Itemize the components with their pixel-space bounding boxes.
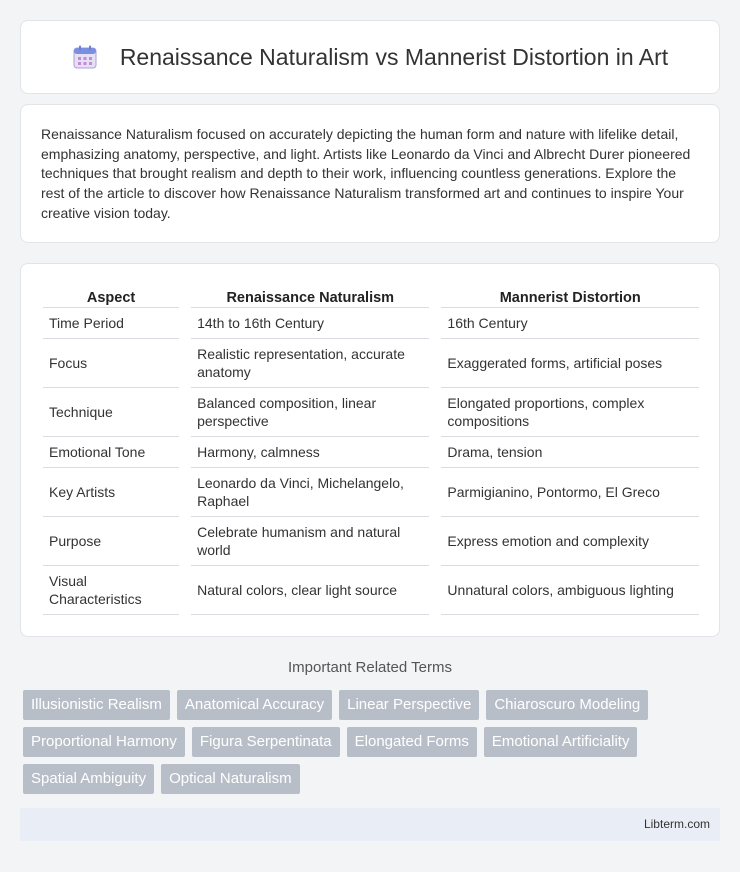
table-cell: Harmony, calmness: [191, 437, 429, 468]
table-cell: Emotional Tone: [43, 437, 179, 468]
related-terms-heading: Important Related Terms: [288, 659, 452, 676]
related-term-tag[interactable]: Proportional Harmony: [23, 727, 185, 757]
table-cell: Express emotion and complexity: [441, 517, 699, 566]
related-term-tag[interactable]: Illusionistic Realism: [23, 690, 170, 720]
table-cell: Balanced composition, linear perspective: [191, 388, 429, 437]
column-header: Aspect: [43, 284, 179, 308]
table-cell: Unnatural colors, ambiguous lighting: [441, 566, 699, 615]
table-cell: Celebrate humanism and natural world: [191, 517, 429, 566]
table-row: [43, 437, 699, 468]
calendar-icon: [72, 44, 98, 70]
table-cell: Drama, tension: [441, 437, 699, 468]
intro-paragraph: Renaissance Naturalism focused on accurately depicting the human form and nature with lifelike detail, emphasizing anatomy, perspective, and light. Artists like Leonardo da Vinci and Albrecht Durer pioneered techniques that brought realism and depth to their work, influencing countless generations. Explore the rest of the article to discover how Renaissance Naturalism transformed art and continues to inspire Your creative vision today.: [41, 126, 691, 221]
comparison-table: [43, 284, 699, 615]
table-row: [43, 339, 699, 388]
table-cell: Natural colors, clear light source: [191, 566, 429, 615]
comparison-table-card: [20, 263, 720, 637]
related-term-tag[interactable]: Elongated Forms: [347, 727, 477, 757]
related-term-tag[interactable]: Figura Serpentinata: [192, 727, 340, 757]
table-cell: 16th Century: [441, 308, 699, 339]
table-cell: Parmigianino, Pontormo, El Greco: [441, 468, 699, 517]
related-term-tag[interactable]: Linear Perspective: [339, 690, 479, 720]
table-cell: Purpose: [43, 517, 179, 566]
table-cell: Technique: [43, 388, 179, 437]
column-header: Mannerist Distortion: [441, 284, 699, 308]
footer: [20, 808, 720, 841]
page-title: Renaissance Naturalism vs Mannerist Distortion in Art: [119, 43, 669, 70]
related-term-tag[interactable]: Anatomical Accuracy: [177, 690, 332, 720]
table-row: [43, 566, 699, 615]
table-cell: Leonardo da Vinci, Michelangelo, Raphael: [191, 468, 429, 517]
table-cell: Realistic representation, accurate anatomy: [191, 339, 429, 388]
table-cell: Time Period: [43, 308, 179, 339]
table-cell: Key Artists: [43, 468, 179, 517]
related-term-tag[interactable]: Emotional Artificiality: [484, 727, 638, 757]
table-cell: Visual Characteristics: [43, 566, 179, 615]
table-cell: 14th to 16th Century: [191, 308, 429, 339]
column-header: Renaissance Naturalism: [191, 284, 429, 308]
table-cell: Elongated proportions, complex compositions: [441, 388, 699, 437]
related-term-tag[interactable]: Chiaroscuro Modeling: [486, 690, 648, 720]
table-row: [43, 468, 699, 517]
table-row: [43, 517, 699, 566]
title-card: [20, 20, 720, 94]
intro-card: [20, 104, 720, 243]
table-row: [43, 308, 699, 339]
related-terms-list: [23, 690, 723, 801]
related-term-tag[interactable]: Optical Naturalism: [161, 764, 300, 794]
table-cell: Exaggerated forms, artificial poses: [441, 339, 699, 388]
footer-link[interactable]: Libterm.com: [643, 817, 710, 831]
table-header-row: [43, 284, 699, 308]
table-cell: Focus: [43, 339, 179, 388]
table-row: [43, 388, 699, 437]
related-term-tag[interactable]: Spatial Ambiguity: [23, 764, 154, 794]
